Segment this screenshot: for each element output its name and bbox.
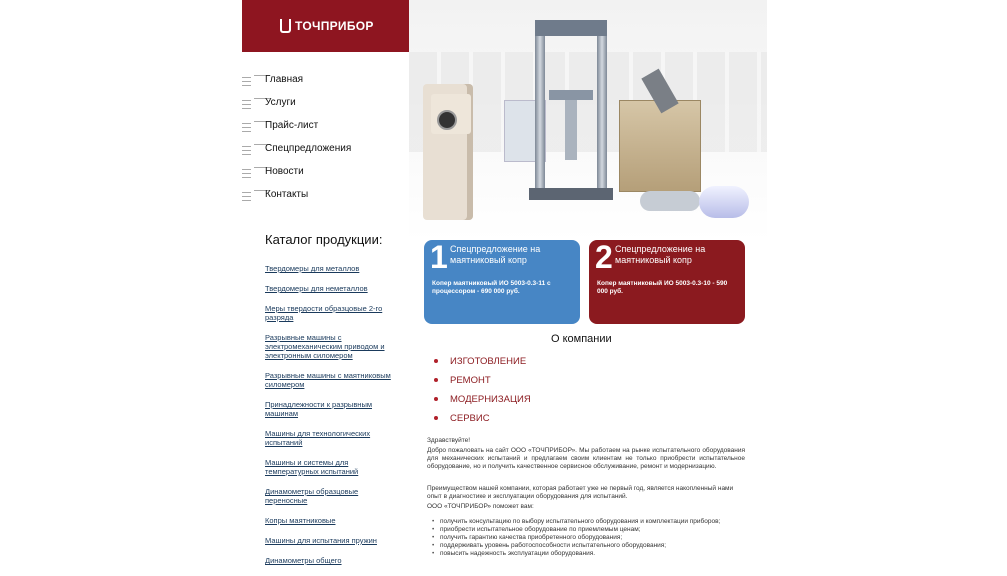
cylinder-image xyxy=(699,186,749,218)
intro-paragraph: Добро пожаловать на сайт ООО «ТОЧПРИБОР». Мы работаем на рынке испытательного оборудования для механических испытаний и предлагаем своим клиентам не только приобрести испытательное оборудование, но и получить качественное сервисное обслуживание, ремонт и модернизацию. xyxy=(427,447,745,470)
hardness-tester-image xyxy=(423,84,473,220)
help-list xyxy=(432,518,742,558)
page xyxy=(242,0,767,572)
nav-item[interactable] xyxy=(242,141,402,164)
menu-icon xyxy=(242,169,251,178)
nav-item-label: Услуги xyxy=(265,97,296,108)
logo[interactable] xyxy=(280,19,374,33)
catalog-link-text: Динамометры образцовые переносные xyxy=(265,487,359,505)
menu-icon xyxy=(242,77,251,86)
greeting-text: Здравствуйте! xyxy=(427,437,471,444)
nav-item-label: Спецпредложения xyxy=(265,143,352,154)
logo-text: ТОЧПРИБОР xyxy=(295,19,374,33)
catalog-link-text: Твердомеры для неметаллов xyxy=(265,284,368,293)
nav-item[interactable] xyxy=(242,187,402,210)
nav-item[interactable] xyxy=(242,118,402,141)
catalog-link-text: Разрывные машины с маятниковым силомером xyxy=(265,371,391,389)
catalog-link[interactable] xyxy=(265,333,393,360)
catalog-link[interactable] xyxy=(265,458,393,476)
catalog-link-text: Копры маятниковые xyxy=(265,516,336,525)
help-list-item: • поддерживать уровень работоспособности испытательного оборудования; xyxy=(432,542,742,550)
offer-title: Спецпредложение на маятниковый копр xyxy=(615,244,706,265)
offer-description: Копер маятниковый ИО 5003-0.3-10 - 590 000 руб. xyxy=(597,280,728,295)
nav-item-label: Новости xyxy=(265,166,304,177)
catalog-link[interactable] xyxy=(265,429,393,447)
menu-icon xyxy=(242,146,251,155)
catalog-title: Каталог продукции: xyxy=(265,232,383,247)
offer-number: 2 xyxy=(595,239,613,275)
offer-number: 1 xyxy=(430,239,448,275)
catalog-link-text: Твердомеры для металлов xyxy=(265,264,360,273)
catalog-link[interactable] xyxy=(265,400,393,418)
menu-icon xyxy=(242,192,251,201)
catalog-link-text: Динамометры общего xyxy=(265,556,342,565)
catalog-link-text: Принадлежности к разрывным машинам xyxy=(265,400,372,418)
help-list-item: • повысить надежность эксплуатации оборудования. xyxy=(432,550,742,558)
nav-item-label: Контакты xyxy=(265,189,309,200)
hero-image xyxy=(409,0,767,242)
offer-card-1[interactable] xyxy=(424,240,580,324)
offer-title: Спецпредложение на маятниковый копр xyxy=(450,244,541,265)
nav-item[interactable] xyxy=(242,164,402,187)
service-item: МОДЕРНИЗАЦИЯ xyxy=(434,394,531,413)
service-item: СЕРВИС xyxy=(434,413,531,432)
catalog-link-text: Меры твердости образцовые 2-го разряда xyxy=(265,304,383,322)
about-title: О компании xyxy=(551,333,612,345)
service-item: РЕМОНТ xyxy=(434,375,531,394)
service-item: ИЗГОТОВЛЕНИЕ xyxy=(434,356,531,375)
catalog-link[interactable] xyxy=(265,536,393,545)
advantages-paragraph: Преимуществом нашей компании, которая работает уже не первый год, является накопленный нами опыт в диагностике и эксплуатации оборудования для испытаний. xyxy=(427,485,734,500)
nav-item[interactable] xyxy=(242,95,402,118)
catalog-link[interactable] xyxy=(265,487,393,505)
logo-icon xyxy=(280,19,291,33)
help-list-item: • приобрести испытательное оборудование по приемлемым ценам; xyxy=(432,526,742,534)
catalog-link[interactable] xyxy=(265,516,393,525)
catalog-link-text: Разрывные машины с электромеханическим приводом и электронным силомером xyxy=(265,333,385,360)
offers-intro-text: ООО «ТОЧПРИБОР» поможет вам: xyxy=(427,503,534,510)
help-list-item: • получить консультацию по выбору испытательного оборудования и комплектации приборов; xyxy=(432,518,742,526)
help-list-item: • получить гарантию качества приобретенного оборудования; xyxy=(432,534,742,542)
catalog-link[interactable] xyxy=(265,264,393,273)
nav-item[interactable] xyxy=(242,72,402,95)
offer-card-2[interactable] xyxy=(589,240,745,324)
offer-description: Копер маятниковый ИО 5003-0.3-11 с процессором - 690 000 руб. xyxy=(432,280,551,295)
catalog-link[interactable] xyxy=(265,371,393,389)
catalog-link[interactable] xyxy=(265,304,393,322)
catalog-link-text: Машины и системы для температурных испытаний xyxy=(265,458,359,476)
nav-item-label: Главная xyxy=(265,74,304,85)
catalog-link[interactable] xyxy=(265,284,393,293)
main-nav xyxy=(242,72,402,210)
tensile-machine-image xyxy=(535,20,607,198)
catalog-link[interactable] xyxy=(265,556,393,565)
menu-icon xyxy=(242,100,251,109)
services-list xyxy=(434,356,531,432)
catalog-link-text: Машины для технологических испытаний xyxy=(265,429,371,447)
nav-item-label: Прайс-лист xyxy=(265,120,319,131)
pendulum-tester-image xyxy=(619,100,701,192)
catalog-link-text: Машины для испытания пружин xyxy=(265,536,377,545)
catalog-list xyxy=(265,264,393,576)
menu-icon xyxy=(242,123,251,132)
